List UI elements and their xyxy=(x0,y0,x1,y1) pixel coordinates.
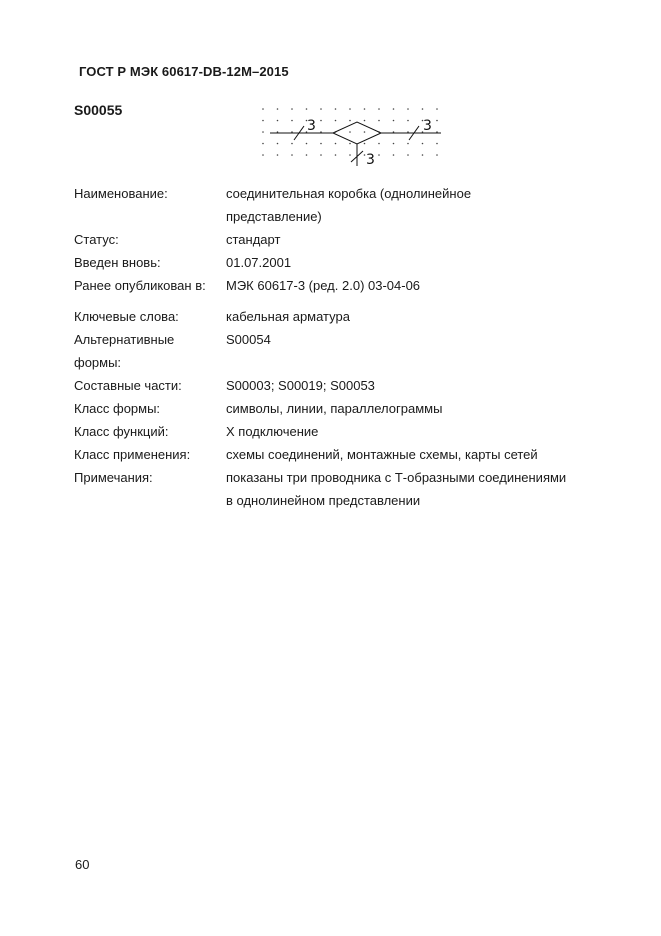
grid-dot xyxy=(364,143,366,145)
grid-dot xyxy=(378,120,380,122)
property-value xyxy=(226,466,614,512)
grid-dot xyxy=(364,120,366,122)
grid-dot xyxy=(320,108,322,110)
grid-dot xyxy=(262,154,264,156)
property-value xyxy=(226,351,614,374)
grid-dot xyxy=(364,108,366,110)
property-value xyxy=(226,182,614,228)
property-row-keywords xyxy=(74,305,614,328)
property-row-function-class xyxy=(74,420,614,443)
page-number: 60 xyxy=(75,857,90,872)
property-value: стандарт xyxy=(226,232,281,247)
property-value: X подключение xyxy=(226,424,319,439)
grid-dot xyxy=(262,131,264,133)
grid-dot xyxy=(320,154,322,156)
property-row-form-class xyxy=(74,397,614,420)
property-row-components xyxy=(74,374,614,397)
grid-dot xyxy=(320,143,322,145)
grid-dot xyxy=(335,154,337,156)
property-value: S00003; S00019; S00053 xyxy=(226,378,375,393)
property-value-line: показаны три проводника с Т-образными соединениями xyxy=(226,470,567,485)
property-value: символы, линии, параллелограммы xyxy=(226,401,443,416)
grid-dot xyxy=(349,120,351,122)
grid-dot xyxy=(407,143,409,145)
property-value: схемы соединений, монтажные схемы, карты сетей xyxy=(226,447,538,462)
grid-dot xyxy=(262,108,264,110)
count-label-left: 3 xyxy=(307,118,316,134)
property-value-line: соединительная коробка (однолинейное xyxy=(226,186,472,201)
grid-dots xyxy=(262,108,438,156)
grid-dot xyxy=(393,154,395,156)
grid-dot xyxy=(291,154,293,156)
grid-dot xyxy=(436,143,438,145)
grid-dot xyxy=(349,154,351,156)
property-row-name xyxy=(74,182,614,228)
grid-dot xyxy=(306,108,308,110)
property-row-status xyxy=(74,228,614,251)
grid-dot xyxy=(349,131,351,133)
grid-dot xyxy=(335,108,337,110)
grid-dot xyxy=(349,143,351,145)
property-label: Ключевые слова: xyxy=(74,309,179,324)
grid-dot xyxy=(436,108,438,110)
grid-dot xyxy=(422,143,424,145)
grid-dot xyxy=(277,154,279,156)
property-label: Наименование: xyxy=(74,186,168,201)
grid-dot xyxy=(378,154,380,156)
property-label: формы: xyxy=(74,355,122,370)
property-value-line: в однолинейном представлении xyxy=(226,493,421,508)
grid-dot xyxy=(436,120,438,122)
property-label: Составные части: xyxy=(74,378,182,393)
property-label: Класс применения: xyxy=(74,447,191,462)
grid-dot xyxy=(335,143,337,145)
property-row-alternative-forms xyxy=(74,328,614,351)
grid-dot xyxy=(393,143,395,145)
grid-dot xyxy=(393,108,395,110)
property-row-alternative-forms-cont xyxy=(74,351,614,374)
grid-dot xyxy=(393,120,395,122)
grid-dot xyxy=(407,108,409,110)
property-row-introduced xyxy=(74,251,614,274)
grid-dot xyxy=(291,120,293,122)
grid-dot xyxy=(436,154,438,156)
symbol-code: S00055 xyxy=(74,102,123,118)
grid-dot xyxy=(291,143,293,145)
property-label: Введен вновь: xyxy=(74,255,161,270)
property-row-application-class xyxy=(74,443,614,466)
count-label-down: 3 xyxy=(366,152,375,166)
count-label-right: 3 xyxy=(423,118,432,134)
property-value: S00054 xyxy=(226,332,271,347)
document-header: ГОСТ Р МЭК 60617-DB-12M–2015 xyxy=(79,64,289,79)
property-label: Примечания: xyxy=(74,470,153,485)
grid-dot xyxy=(277,120,279,122)
property-label: Альтернативные xyxy=(74,332,175,347)
grid-dot xyxy=(422,154,424,156)
property-label: Статус: xyxy=(74,232,119,247)
grid-dot xyxy=(407,154,409,156)
property-value: МЭК 60617-3 (ред. 2.0) 03-04-06 xyxy=(226,278,421,293)
grid-dot xyxy=(306,143,308,145)
grid-dot xyxy=(277,143,279,145)
grid-dot xyxy=(277,108,279,110)
property-label: Класс формы: xyxy=(74,401,161,416)
property-value-line: представление) xyxy=(226,209,322,224)
grid-dot xyxy=(422,108,424,110)
junction-box-symbol xyxy=(255,104,445,166)
grid-dot xyxy=(262,143,264,145)
grid-dot xyxy=(320,120,322,122)
grid-dot xyxy=(349,108,351,110)
grid-dot xyxy=(335,120,337,122)
property-label: Класс функций: xyxy=(74,424,169,439)
properties-table xyxy=(74,182,614,512)
grid-dot xyxy=(306,154,308,156)
property-value: кабельная арматура xyxy=(226,309,350,324)
grid-dot xyxy=(378,108,380,110)
grid-dot xyxy=(407,120,409,122)
property-row-previously-published xyxy=(74,274,614,297)
grid-dot xyxy=(364,131,366,133)
grid-dot xyxy=(291,108,293,110)
property-value: 01.07.2001 xyxy=(226,255,292,270)
grid-dot xyxy=(262,120,264,122)
property-label: Ранее опубликован в: xyxy=(74,278,206,293)
junction-box-diamond xyxy=(333,122,381,144)
property-row-notes xyxy=(74,466,614,512)
grid-dot xyxy=(378,143,380,145)
